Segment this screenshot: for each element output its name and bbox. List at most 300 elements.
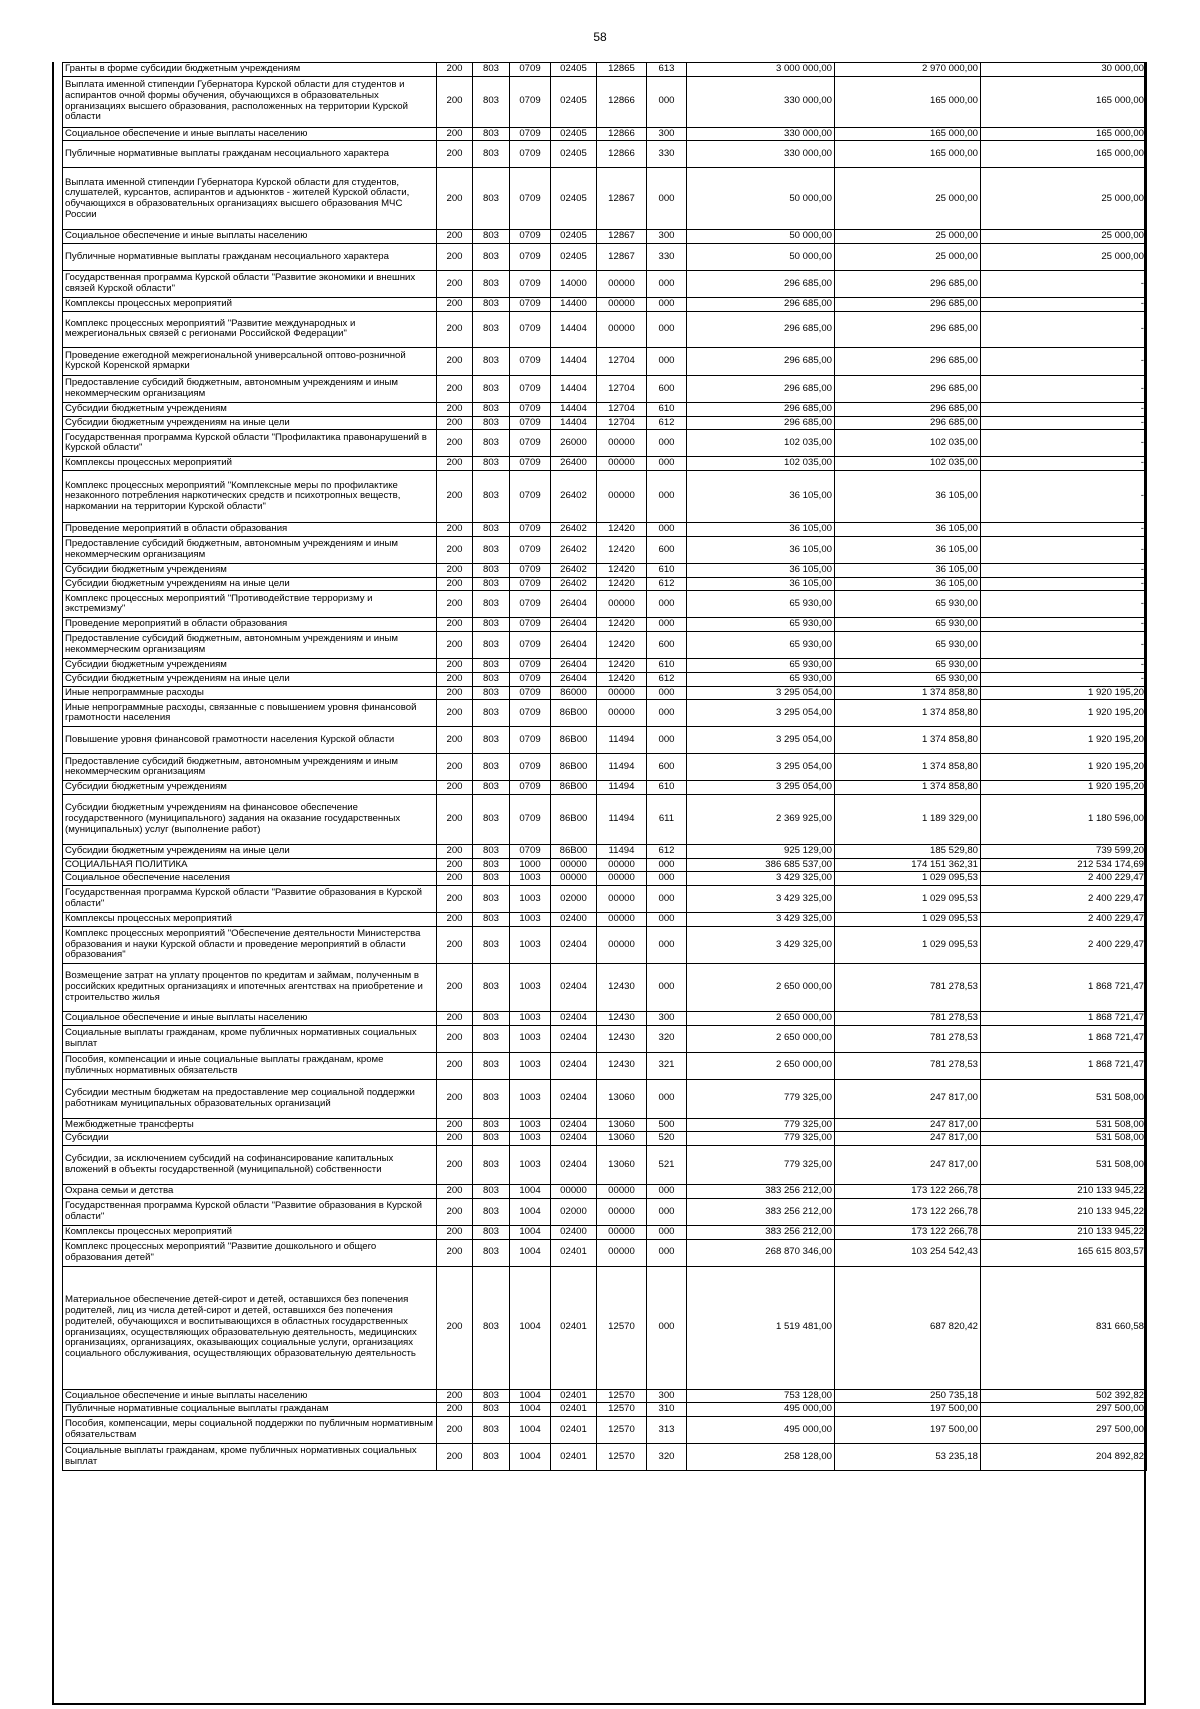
code-glava: 200 (437, 1225, 473, 1239)
amount-executed: 296 685,00 (835, 416, 981, 430)
code-glava: 200 (437, 754, 473, 781)
amount-remaining: - (981, 416, 1147, 430)
code-glava: 200 (437, 1025, 473, 1052)
amount-executed: 36 105,00 (835, 577, 981, 591)
code-razdel: 0709 (510, 591, 551, 618)
amount-plan: 3 295 054,00 (687, 781, 835, 795)
table-row (63, 141, 1147, 168)
amount-plan: 1 519 481,00 (687, 1266, 835, 1389)
code-vid: 330 (647, 141, 687, 168)
amount-executed: 1 374 858,80 (835, 781, 981, 795)
table-row (63, 618, 1147, 632)
amount-plan: 779 325,00 (687, 1146, 835, 1185)
amount-plan: 383 256 212,00 (687, 1185, 835, 1199)
code-direction: 00000 (597, 457, 647, 471)
amount-plan: 779 325,00 (687, 1132, 835, 1146)
code-program: 26404 (551, 618, 597, 632)
amount-plan: 65 930,00 (687, 632, 835, 659)
table-row (63, 563, 1147, 577)
row-name: Социальные выплаты гражданам, кроме публичных нормативных социальных выплат (63, 1444, 437, 1471)
code-vid: 612 (647, 416, 687, 430)
code-glava: 200 (437, 845, 473, 859)
amount-executed: 173 122 266,78 (835, 1185, 981, 1199)
code-vid: 612 (647, 672, 687, 686)
amount-remaining: - (981, 375, 1147, 402)
amount-executed: 687 820,42 (835, 1266, 981, 1389)
code-ved: 803 (473, 618, 510, 632)
amount-executed: 250 735,18 (835, 1389, 981, 1403)
table-row (63, 375, 1147, 402)
code-direction: 13060 (597, 1118, 647, 1132)
table-row (63, 1417, 1147, 1444)
code-direction: 13060 (597, 1146, 647, 1185)
code-direction: 12867 (597, 168, 647, 230)
code-direction: 12420 (597, 536, 647, 563)
table-row (63, 1118, 1147, 1132)
row-name: Субсидии бюджетным учреждениям на иные цели (63, 416, 437, 430)
row-name: Предоставление субсидий бюджетным, автономным учреждениям и иным некоммерческим организациям (63, 536, 437, 563)
amount-remaining: 30 000,00 (981, 63, 1147, 77)
row-name: Социальное обеспечение населения (63, 872, 437, 886)
table-row (63, 311, 1147, 347)
code-glava: 200 (437, 1132, 473, 1146)
code-direction: 12867 (597, 230, 647, 244)
row-name: Комплекс процессных мероприятий "Противодействие терроризму и экстремизму" (63, 591, 437, 618)
table-row (63, 416, 1147, 430)
code-ved: 803 (473, 375, 510, 402)
code-glava: 200 (437, 1079, 473, 1118)
table-row (63, 298, 1147, 312)
code-vid: 000 (647, 523, 687, 537)
row-name: Пособия, компенсации и иные социальные выплаты гражданам, кроме публичных нормативных обязательств (63, 1052, 437, 1079)
table-row (63, 754, 1147, 781)
code-vid: 000 (647, 1079, 687, 1118)
code-glava: 200 (437, 858, 473, 872)
amount-executed: 65 930,00 (835, 618, 981, 632)
code-ved: 803 (473, 963, 510, 1011)
code-ved: 803 (473, 926, 510, 963)
row-name: Субсидии бюджетным учреждениям (63, 402, 437, 416)
code-direction: 12570 (597, 1389, 647, 1403)
code-direction: 00000 (597, 1239, 647, 1266)
code-razdel: 1004 (510, 1417, 551, 1444)
code-glava: 200 (437, 1118, 473, 1132)
code-direction: 00000 (597, 686, 647, 700)
amount-remaining: 1 868 721,47 (981, 1011, 1147, 1025)
amount-plan: 330 000,00 (687, 127, 835, 141)
amount-remaining: 2 400 229,47 (981, 913, 1147, 927)
amount-executed: 197 500,00 (835, 1403, 981, 1417)
amount-executed: 165 000,00 (835, 141, 981, 168)
code-program: 02404 (551, 1052, 597, 1079)
code-glava: 200 (437, 141, 473, 168)
row-name: Социальное обеспечение и иные выплаты населению (63, 230, 437, 244)
code-program: 00000 (551, 858, 597, 872)
code-vid: 000 (647, 430, 687, 457)
amount-remaining: 1 920 195,20 (981, 727, 1147, 754)
code-ved: 803 (473, 1079, 510, 1118)
code-ved: 803 (473, 298, 510, 312)
amount-plan: 65 930,00 (687, 659, 835, 673)
code-direction: 12430 (597, 1011, 647, 1025)
code-glava: 200 (437, 632, 473, 659)
code-razdel: 1003 (510, 913, 551, 927)
row-name: Субсидии бюджетным учреждениям на иные цели (63, 577, 437, 591)
table-row (63, 168, 1147, 230)
amount-plan: 296 685,00 (687, 347, 835, 375)
amount-remaining: 2 400 229,47 (981, 926, 1147, 963)
code-vid: 000 (647, 591, 687, 618)
amount-remaining: - (981, 523, 1147, 537)
code-direction: 12865 (597, 63, 647, 77)
code-ved: 803 (473, 1225, 510, 1239)
code-program: 02404 (551, 1132, 597, 1146)
amount-remaining: - (981, 271, 1147, 298)
code-razdel: 1003 (510, 1025, 551, 1052)
row-name: Социальное обеспечение и иные выплаты населению (63, 1011, 437, 1025)
code-ved: 803 (473, 457, 510, 471)
row-name: Субсидии бюджетным учреждениям на финансовое обеспечение государственного (муниципального) задания на оказание государственных (муниципальных) услуг (выполнение работ) (63, 795, 437, 845)
code-direction: 00000 (597, 886, 647, 913)
code-direction: 00000 (597, 430, 647, 457)
code-glava: 200 (437, 63, 473, 77)
code-glava: 200 (437, 1239, 473, 1266)
code-direction: 00000 (597, 591, 647, 618)
code-glava: 200 (437, 457, 473, 471)
row-name: Комплексы процессных мероприятий (63, 457, 437, 471)
amount-remaining: 25 000,00 (981, 230, 1147, 244)
code-glava: 200 (437, 1198, 473, 1225)
row-name: Комплекс процессных мероприятий "Развитие международных и межрегиональных связей с регионами Российской Федерации" (63, 311, 437, 347)
code-direction: 00000 (597, 1185, 647, 1199)
code-direction: 12570 (597, 1266, 647, 1389)
code-razdel: 0709 (510, 244, 551, 271)
row-name: Иные непрограммные расходы (63, 686, 437, 700)
table-row (63, 1052, 1147, 1079)
code-program: 26404 (551, 591, 597, 618)
amount-executed: 25 000,00 (835, 230, 981, 244)
code-program: 02405 (551, 244, 597, 271)
code-program: 86В00 (551, 845, 597, 859)
amount-executed: 781 278,53 (835, 1011, 981, 1025)
row-name: Государственная программа Курской области "Развитие экономики и внешних связей Курской области" (63, 271, 437, 298)
table-row (63, 76, 1147, 127)
amount-plan: 3 000 000,00 (687, 63, 835, 77)
code-vid: 521 (647, 1146, 687, 1185)
row-name: Комплекс процессных мероприятий "Комплексные меры по профилактике незаконного потребления наркотических средств и психотропных веществ, наркомании на территории Курской области" (63, 471, 437, 523)
amount-plan: 383 256 212,00 (687, 1198, 835, 1225)
amount-executed: 247 817,00 (835, 1118, 981, 1132)
code-glava: 200 (437, 781, 473, 795)
code-program: 14404 (551, 402, 597, 416)
amount-plan: 2 650 000,00 (687, 1011, 835, 1025)
row-name: Проведение мероприятий в области образования (63, 618, 437, 632)
code-program: 14404 (551, 347, 597, 375)
code-direction: 13060 (597, 1132, 647, 1146)
amount-executed: 1 374 858,80 (835, 686, 981, 700)
code-ved: 803 (473, 913, 510, 927)
code-direction: 12704 (597, 402, 647, 416)
row-name: Государственная программа Курской области "Развитие образования в Курской области" (63, 886, 437, 913)
code-razdel: 0709 (510, 168, 551, 230)
amount-executed: 296 685,00 (835, 375, 981, 402)
amount-remaining: - (981, 577, 1147, 591)
amount-plan: 3 429 325,00 (687, 913, 835, 927)
amount-executed: 296 685,00 (835, 347, 981, 375)
code-ved: 803 (473, 1185, 510, 1199)
row-name: Выплата именной стипендии Губернатора Курской области для студентов и аспирантов очной формы обучения, обучающихся в образовательных организациях высшего образования, расположенных на территории Курской области (63, 76, 437, 127)
code-vid: 610 (647, 781, 687, 795)
code-ved: 803 (473, 727, 510, 754)
code-program: 02404 (551, 1025, 597, 1052)
row-name: Публичные нормативные социальные выплаты гражданам (63, 1403, 437, 1417)
code-ved: 803 (473, 1146, 510, 1185)
code-ved: 803 (473, 858, 510, 872)
amount-executed: 296 685,00 (835, 311, 981, 347)
table-row (63, 1389, 1147, 1403)
code-program: 14400 (551, 298, 597, 312)
amount-executed: 296 685,00 (835, 402, 981, 416)
table-row (63, 795, 1147, 845)
table-row (63, 1132, 1147, 1146)
code-ved: 803 (473, 1132, 510, 1146)
amount-plan: 36 105,00 (687, 536, 835, 563)
code-program: 02401 (551, 1403, 597, 1417)
amount-remaining: 1 868 721,47 (981, 1052, 1147, 1079)
budget-table-body (63, 63, 1147, 1471)
amount-remaining: 297 500,00 (981, 1403, 1147, 1417)
amount-executed: 65 930,00 (835, 672, 981, 686)
code-program: 26404 (551, 672, 597, 686)
code-razdel: 0709 (510, 402, 551, 416)
amount-remaining: 531 508,00 (981, 1132, 1147, 1146)
amount-executed: 2 970 000,00 (835, 63, 981, 77)
code-vid: 520 (647, 1132, 687, 1146)
code-vid: 000 (647, 963, 687, 1011)
code-vid: 000 (647, 913, 687, 927)
budget-table (62, 62, 1147, 1471)
row-name: Предоставление субсидий бюджетным, автономным учреждениям и иным некоммерческим организациям (63, 375, 437, 402)
amount-executed: 185 529,80 (835, 845, 981, 859)
code-razdel: 1004 (510, 1239, 551, 1266)
amount-remaining: - (981, 618, 1147, 632)
row-name: Публичные нормативные выплаты гражданам несоциального характера (63, 141, 437, 168)
code-program: 86В00 (551, 727, 597, 754)
code-ved: 803 (473, 872, 510, 886)
amount-executed: 53 235,18 (835, 1444, 981, 1471)
code-ved: 803 (473, 686, 510, 700)
row-name: Публичные нормативные выплаты гражданам несоциального характера (63, 244, 437, 271)
amount-remaining: - (981, 632, 1147, 659)
code-glava: 200 (437, 402, 473, 416)
code-vid: 600 (647, 536, 687, 563)
code-ved: 803 (473, 1239, 510, 1266)
code-vid: 000 (647, 271, 687, 298)
code-glava: 200 (437, 347, 473, 375)
amount-remaining: - (981, 311, 1147, 347)
code-ved: 803 (473, 886, 510, 913)
code-direction: 11494 (597, 795, 647, 845)
code-razdel: 1004 (510, 1444, 551, 1471)
code-direction: 00000 (597, 1225, 647, 1239)
code-vid: 000 (647, 1239, 687, 1266)
code-direction: 00000 (597, 298, 647, 312)
code-razdel: 0709 (510, 141, 551, 168)
code-program: 02405 (551, 63, 597, 77)
code-direction: 00000 (597, 913, 647, 927)
code-program: 00000 (551, 1185, 597, 1199)
code-razdel: 0709 (510, 536, 551, 563)
table-row (63, 1079, 1147, 1118)
amount-remaining: 165 000,00 (981, 141, 1147, 168)
code-razdel: 0709 (510, 63, 551, 77)
row-name: Выплата именной стипендии Губернатора Курской области для студентов, слушателей, курсантов, аспирантов и адъюнктов - жителей Курской области, обучающихся в образовательных организациях высшего образования МЧС России (63, 168, 437, 230)
row-name: Повышение уровня финансовой грамотности населения Курской области (63, 727, 437, 754)
code-direction: 12704 (597, 416, 647, 430)
row-name: Государственная программа Курской области "Профилактика правонарушений в Курской области" (63, 430, 437, 457)
code-razdel: 0709 (510, 563, 551, 577)
code-razdel: 1000 (510, 858, 551, 872)
table-row (63, 1225, 1147, 1239)
code-program: 26402 (551, 563, 597, 577)
amount-executed: 781 278,53 (835, 963, 981, 1011)
code-razdel: 0709 (510, 471, 551, 523)
row-name: Субсидии бюджетным учреждениям (63, 781, 437, 795)
amount-plan: 330 000,00 (687, 76, 835, 127)
code-program: 02400 (551, 913, 597, 927)
amount-remaining: 210 133 945,22 (981, 1185, 1147, 1199)
amount-executed: 247 817,00 (835, 1146, 981, 1185)
code-direction: 11494 (597, 727, 647, 754)
code-razdel: 0709 (510, 76, 551, 127)
code-ved: 803 (473, 141, 510, 168)
table-row (63, 858, 1147, 872)
code-program: 86В00 (551, 754, 597, 781)
code-ved: 803 (473, 430, 510, 457)
code-razdel: 1004 (510, 1389, 551, 1403)
code-program: 02405 (551, 230, 597, 244)
amount-executed: 1 029 095,53 (835, 913, 981, 927)
amount-plan: 296 685,00 (687, 402, 835, 416)
code-ved: 803 (473, 754, 510, 781)
code-program: 26402 (551, 523, 597, 537)
amount-executed: 173 122 266,78 (835, 1198, 981, 1225)
amount-remaining: 502 392,82 (981, 1389, 1147, 1403)
code-razdel: 1003 (510, 1118, 551, 1132)
code-program: 86В00 (551, 700, 597, 727)
code-vid: 000 (647, 471, 687, 523)
code-program: 26400 (551, 457, 597, 471)
code-ved: 803 (473, 672, 510, 686)
code-vid: 300 (647, 1011, 687, 1025)
amount-remaining: 2 400 229,47 (981, 886, 1147, 913)
code-vid: 310 (647, 1403, 687, 1417)
code-program: 02401 (551, 1239, 597, 1266)
code-glava: 200 (437, 375, 473, 402)
amount-plan: 779 325,00 (687, 1079, 835, 1118)
code-razdel: 1004 (510, 1403, 551, 1417)
code-program: 02405 (551, 127, 597, 141)
code-direction: 12570 (597, 1417, 647, 1444)
amount-executed: 174 151 362,31 (835, 858, 981, 872)
amount-remaining: - (981, 298, 1147, 312)
table-row (63, 872, 1147, 886)
code-ved: 803 (473, 230, 510, 244)
code-razdel: 1003 (510, 872, 551, 886)
code-program: 26404 (551, 659, 597, 673)
amount-plan: 2 650 000,00 (687, 1025, 835, 1052)
code-ved: 803 (473, 1198, 510, 1225)
code-direction: 12420 (597, 577, 647, 591)
amount-plan: 50 000,00 (687, 168, 835, 230)
code-vid: 300 (647, 1389, 687, 1403)
code-glava: 200 (437, 430, 473, 457)
amount-plan: 383 256 212,00 (687, 1225, 835, 1239)
code-glava: 200 (437, 563, 473, 577)
row-name: Комплексы процессных мероприятий (63, 298, 437, 312)
row-name: Возмещение затрат на уплату процентов по кредитам и займам, полученным в российских кредитных организациях и ипотечных агентствах на приобретение и строительство жилья (63, 963, 437, 1011)
table-row (63, 523, 1147, 537)
amount-executed: 296 685,00 (835, 298, 981, 312)
amount-remaining: - (981, 591, 1147, 618)
amount-executed: 25 000,00 (835, 244, 981, 271)
code-direction: 12866 (597, 141, 647, 168)
code-program: 02000 (551, 1198, 597, 1225)
code-direction: 13060 (597, 1079, 647, 1118)
code-ved: 803 (473, 1417, 510, 1444)
code-razdel: 0709 (510, 845, 551, 859)
amount-remaining: 210 133 945,22 (981, 1225, 1147, 1239)
code-razdel: 1003 (510, 1052, 551, 1079)
table-row (63, 471, 1147, 523)
amount-plan: 36 105,00 (687, 577, 835, 591)
code-razdel: 0709 (510, 700, 551, 727)
amount-plan: 50 000,00 (687, 230, 835, 244)
code-glava: 200 (437, 230, 473, 244)
row-name: Субсидии бюджетным учреждениям (63, 659, 437, 673)
code-direction: 12867 (597, 244, 647, 271)
code-razdel: 0709 (510, 632, 551, 659)
code-vid: 313 (647, 1417, 687, 1444)
code-ved: 803 (473, 311, 510, 347)
amount-executed: 1 374 858,80 (835, 754, 981, 781)
code-ved: 803 (473, 523, 510, 537)
code-vid: 000 (647, 858, 687, 872)
row-name: Межбюджетные трансферты (63, 1118, 437, 1132)
code-program: 02401 (551, 1417, 597, 1444)
code-program: 26402 (551, 471, 597, 523)
code-vid: 610 (647, 563, 687, 577)
amount-plan: 50 000,00 (687, 244, 835, 271)
amount-remaining: 1 920 195,20 (981, 754, 1147, 781)
row-name: Субсидии местным бюджетам на предоставление мер социальной поддержки работникам муниципальных образовательных организаций (63, 1079, 437, 1118)
code-ved: 803 (473, 244, 510, 271)
code-ved: 803 (473, 168, 510, 230)
amount-remaining: 204 892,82 (981, 1444, 1147, 1471)
amount-executed: 36 105,00 (835, 563, 981, 577)
amount-remaining: 210 133 945,22 (981, 1198, 1147, 1225)
amount-plan: 36 105,00 (687, 471, 835, 523)
code-glava: 200 (437, 872, 473, 886)
table-row (63, 1185, 1147, 1199)
row-name: Проведение мероприятий в области образования (63, 523, 437, 537)
code-razdel: 0709 (510, 659, 551, 673)
code-direction: 12866 (597, 127, 647, 141)
code-program: 02401 (551, 1389, 597, 1403)
code-vid: 300 (647, 127, 687, 141)
amount-remaining: - (981, 659, 1147, 673)
table-row (63, 686, 1147, 700)
